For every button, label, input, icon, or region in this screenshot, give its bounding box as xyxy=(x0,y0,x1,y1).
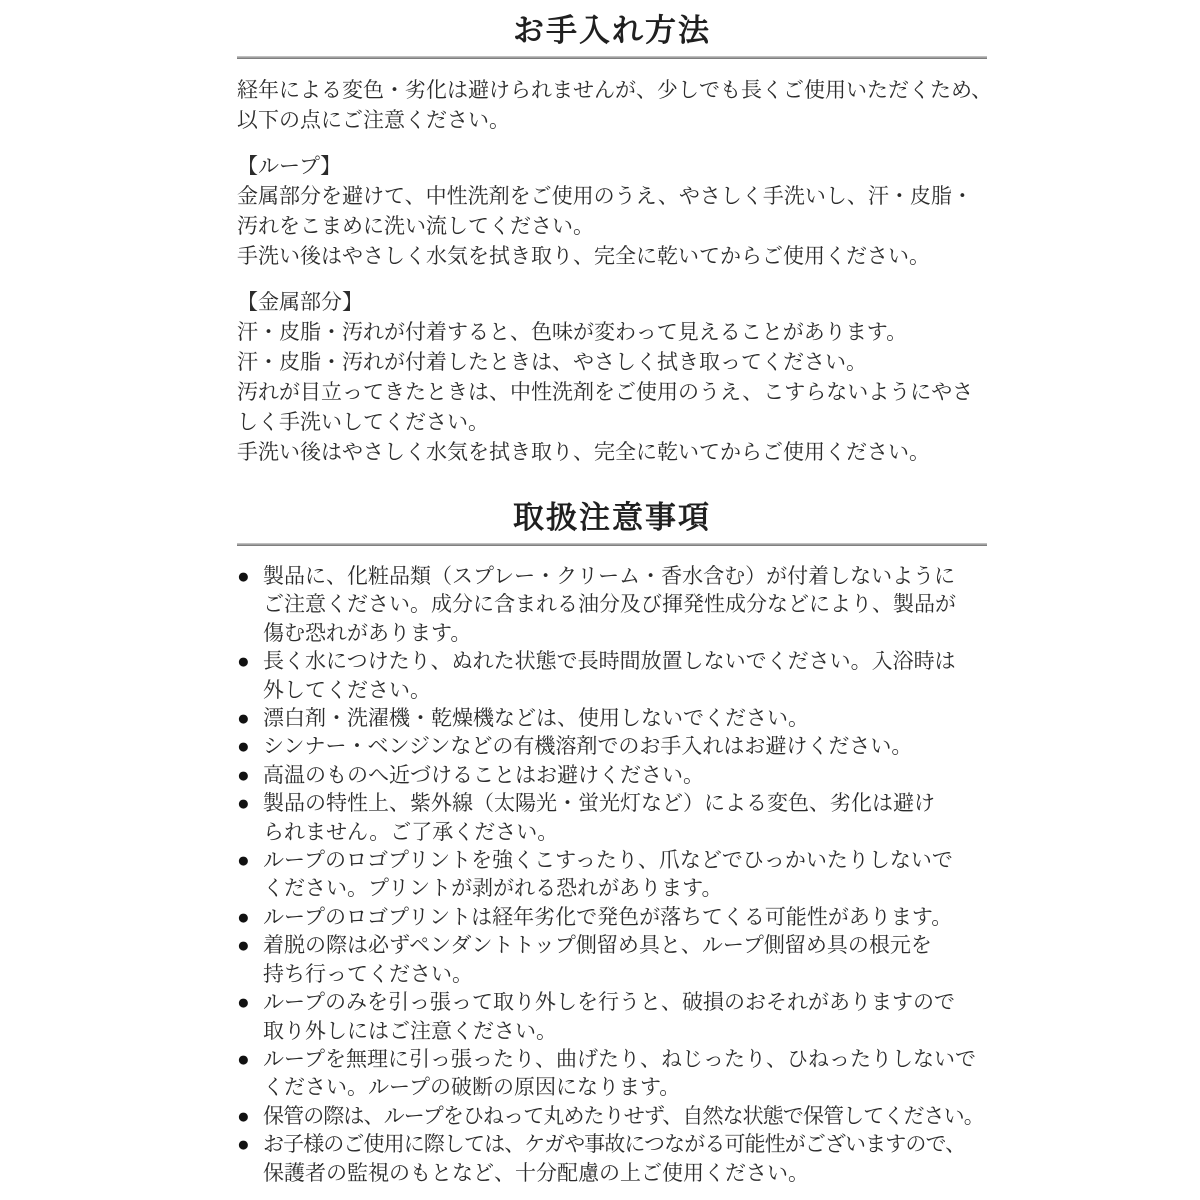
text-line: 手洗い後はやさしく水気を拭き取り、完全に乾いてからご使用ください。 xyxy=(237,244,930,268)
list-item xyxy=(237,704,987,732)
text-line: 長く水につけたり、ぬれた状態で長時間放置しないでください。入浴時は xyxy=(263,649,956,674)
bullet-icon: ● xyxy=(237,762,250,787)
text-line: 汚れが目立ってきたときは、中性洗剤をご使用のうえ、こすらないようにやさ xyxy=(237,380,974,404)
list-item xyxy=(237,931,987,988)
text-line: 汗・皮脂・汚れが付着すると、色味が変わって見えることがあります。 xyxy=(237,320,908,344)
text-line: お子様のご使用に際しては、ケガや事故につながる可能性がございますので、 xyxy=(263,1132,966,1157)
text-line: られません。ご了承ください。 xyxy=(263,819,559,844)
precaution-section xyxy=(237,499,987,1187)
list-item xyxy=(237,846,987,903)
bullet-icon: ● xyxy=(237,990,250,1015)
text-line: 持ち行ってください。 xyxy=(263,961,473,986)
text-line: 経年による変色・劣化は避けられませんが、少しでも長くご使用いただくため、 xyxy=(237,78,993,102)
bullet-icon: ● xyxy=(237,848,250,873)
list-item xyxy=(237,761,987,789)
text-line: 保護者の監視のもとなど、十分配慮の上ご使用ください。 xyxy=(263,1160,809,1185)
text-line: ください。プリントが剥がれる恐れがあります。 xyxy=(263,876,723,901)
text-line: ループを無理に引っ張ったり、曲げたり、ねじったり、ひねったりしないで xyxy=(263,1046,976,1071)
text-line: ループのロゴプリントを強くこすったり、爪などでひっかいたりしないで xyxy=(263,848,953,873)
list-item xyxy=(237,562,987,647)
text-line: 手洗い後はやさしく水気を拭き取り、完全に乾いてからご使用ください。 xyxy=(237,440,930,464)
list-item xyxy=(237,647,987,704)
text-line: 製品に、化粧品類（スプレー・クリーム・香水含む）が付着しないように xyxy=(263,564,956,588)
list-item xyxy=(237,1045,987,1102)
subsection-label: 【ループ】 xyxy=(237,154,342,178)
list-item xyxy=(237,903,987,931)
text-line: ループのロゴプリントは経年劣化で発色が落ちてくる可能性があります。 xyxy=(263,904,953,929)
text-line: 傷む恐れがあります。 xyxy=(263,620,472,645)
section-divider xyxy=(237,543,987,546)
text-line: ご注意ください。成分に含まれる油分及び揮発性成分などにより、製品が xyxy=(263,592,956,617)
list-item xyxy=(237,1102,987,1130)
bullet-icon: ● xyxy=(237,564,250,588)
text-line: シンナー・ベンジンなどの有機溶剤でのお手入れはお避けください。 xyxy=(263,734,913,759)
precaution-list xyxy=(237,562,987,1187)
text-line: 取り外しにはご注意ください。 xyxy=(263,1018,557,1043)
document-content xyxy=(237,0,993,1187)
precaution-section-title: 取扱注意事項 xyxy=(513,500,711,535)
bullet-icon: ● xyxy=(237,933,250,958)
text-line: 外してください。 xyxy=(263,677,431,702)
text-line: 金属部分を避けて、中性洗剤をご使用のうえ、やさしく手洗いし、汗・皮脂・ xyxy=(237,184,973,208)
list-item xyxy=(237,789,987,846)
section-divider xyxy=(237,56,987,59)
text-line: 汚れをこまめに洗い流してください。 xyxy=(237,214,594,238)
bullet-icon: ● xyxy=(237,1132,250,1157)
subsection-metal xyxy=(237,287,987,467)
bullet-icon: ● xyxy=(237,1046,250,1071)
text-line: 着脱の際は必ずペンダントトップ側留め具と、ループ側留め具の根元を xyxy=(263,933,932,958)
bullet-icon: ● xyxy=(237,791,250,816)
bullet-icon: ● xyxy=(237,734,250,759)
bullet-icon: ● xyxy=(237,904,250,929)
bullet-icon: ● xyxy=(237,1103,250,1128)
subsection-label: 【金属部分】 xyxy=(237,290,363,314)
list-item xyxy=(237,1130,987,1187)
text-line: 汗・皮脂・汚れが付着したときは、やさしく拭き取ってください。 xyxy=(237,350,867,374)
care-intro xyxy=(237,75,993,135)
bullet-icon: ● xyxy=(237,649,250,674)
list-item xyxy=(237,988,987,1045)
subsection-loop xyxy=(237,151,987,271)
text-line: 保管の際は、ループをひねって丸めたりせず、自然な状態で保管してください。 xyxy=(263,1103,984,1128)
text-line: 製品の特性上、紫外線（太陽光・蛍光灯など）による変色、劣化は避け xyxy=(263,791,935,816)
text-line: 以下の点にご注意ください。 xyxy=(237,108,510,132)
care-section xyxy=(237,12,993,467)
text-line: 漂白剤・洗濯機・乾燥機などは、使用しないでください。 xyxy=(263,706,809,731)
care-section-title: お手入れ方法 xyxy=(513,13,711,48)
text-line: ください。ループの破断の原因になります。 xyxy=(263,1075,681,1100)
text-line: しく手洗いしてください。 xyxy=(237,410,489,434)
list-item xyxy=(237,732,987,760)
text-line: 高温のものへ近づけることはお避けください。 xyxy=(263,762,704,787)
text-line: ループのみを引っ張って取り外しを行うと、破損のおそれがありますので xyxy=(263,990,955,1015)
bullet-icon: ● xyxy=(237,706,250,731)
